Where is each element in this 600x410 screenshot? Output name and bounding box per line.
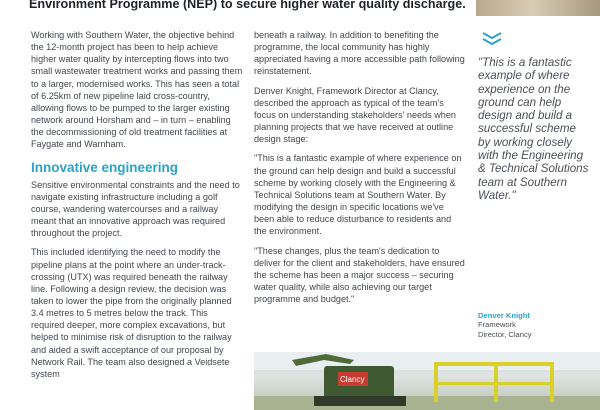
quote-author-title-line: Director, Clancy [478, 329, 532, 339]
paragraph: Sensitive environmental constraints and the need to navigate existing infrastructure including a golf course, wandering watercourses and a railway meant that an innovative approach was required throughout the project. [31, 179, 240, 239]
double-chevron-icon [480, 31, 504, 47]
paragraph: "This is a fantastic example of where experience on the ground can help design and build a successful scheme by working closely with the Engineering & Technical Solutions team at Southern Water. By modifying the design in specific locations we've been able to reduce disturbance to residents and the environment. [254, 153, 462, 237]
article-headline: Environment Programme (NEP) to secure higher water quality discharge. [29, 0, 466, 11]
section-heading: Innovative engineering [31, 159, 179, 175]
site-photo [254, 352, 600, 410]
column-left [31, 29, 243, 387]
pull-quote: "This is a fantastic example of where experience on the ground can help design and build a successful scheme by working closely with the Engineering & Technical Solutions team at Southern Water." [478, 56, 589, 202]
vehicle-logo-text: Clancy [340, 375, 365, 384]
top-photo-strip [476, 0, 600, 16]
paragraph: Denver Knight, Framework Director at Clancy, described the approach as typical of the team's focus on understanding stakeholders' needs when planning projects that we have received at outline design stage: [254, 85, 456, 145]
quote-author-name: Denver Knight [478, 311, 530, 320]
paragraph: This included identifying the need to modify the pipeline plans at the point where an under-track-crossing (UTX) was required beneath the railway line. Following a design review, the decision was taken to lower the pipe from the originally planned 3.4 metres to 5 metres below the track. This required deeper, more complex excavations, but helped to minimise risk of disruption to the railway and aided a swift acceptance of our proposal by Network Rail. The team also designed a Veidsete system [31, 247, 232, 379]
excavator-illustration [254, 352, 600, 410]
paragraph: Working with Southern Water, the objective behind the 12-month project has been to help achieve higher water quality by intercepting flows into two small wastewater treatment works and passing them to a larger, modernised works. This has seen a total of 6.25km of new pipeline laid cross-country, allowing flows to be pumped to the larger existing network around Horsham and – in turn – enabling the decommissioning of old treatment facilities at Faygate and Warnham. [31, 30, 243, 150]
paragraph: beneath a railway. In addition to benefiting the programme, the local community has highly appreciated having a more accessible path following reinstatement. [254, 30, 465, 77]
column-middle [254, 29, 466, 312]
paragraph: "These changes, plus the team's dedication to deliver for the client and stakeholders, have ensured the scheme has been a major success – securing water quality, while also achieving our target programme and budget." [254, 245, 465, 305]
quote-author-title [478, 320, 590, 339]
quote-author-title-line: Framework [478, 320, 516, 329]
